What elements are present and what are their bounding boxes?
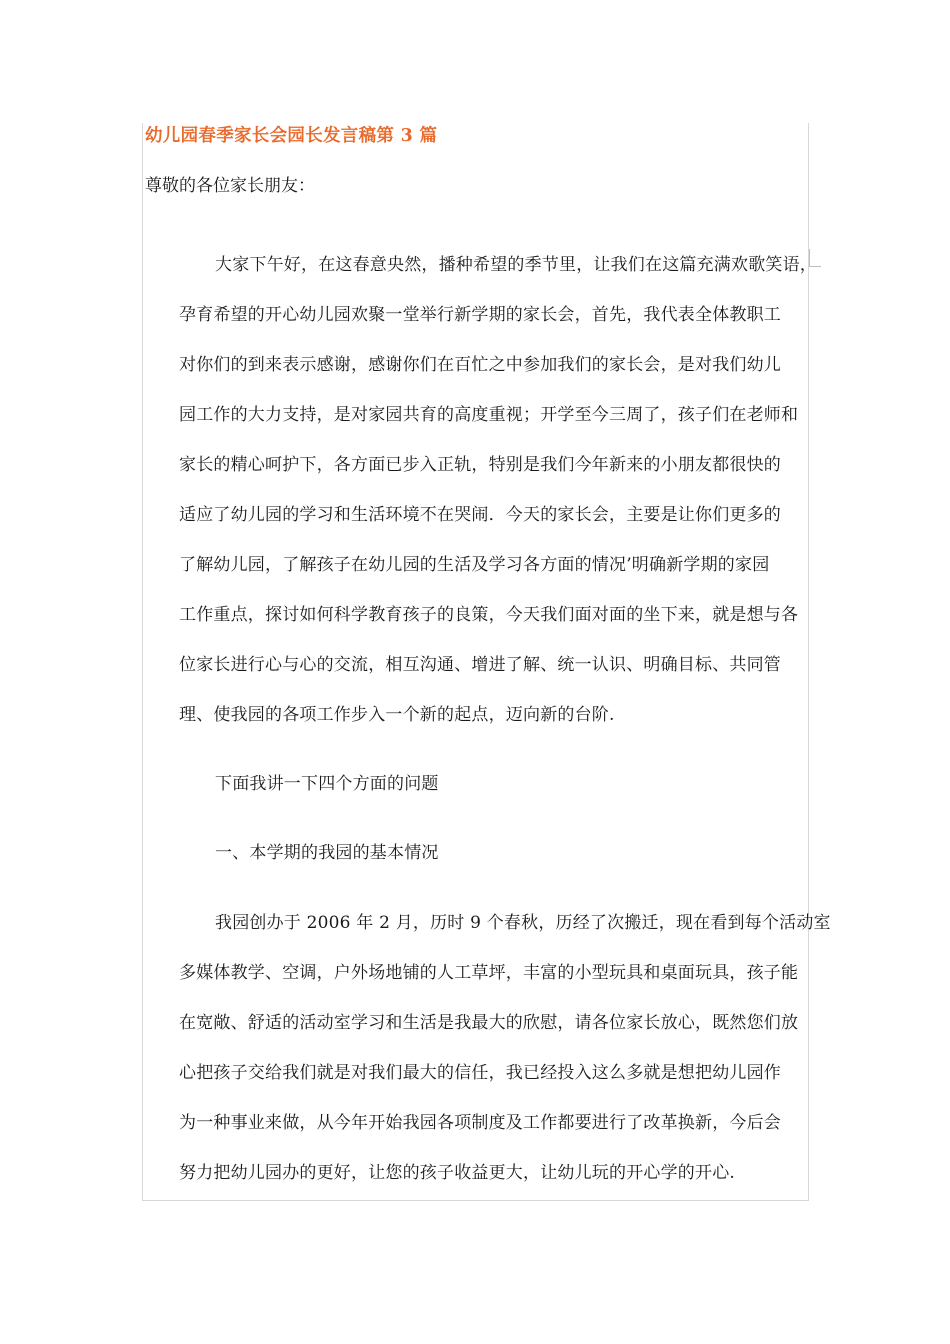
text-line: 我园创办于 2006 年 2 月，历时 9 个春秋，历经了次搬迁，现在看到每个活动室	[215, 913, 831, 933]
salutation: 尊敬的各位家长朋友：	[145, 176, 315, 196]
text-line: 了解幼儿园，了解孩子在幼儿园的生活及学习各方面的情况’明确新学期的家园	[179, 555, 770, 575]
paragraph-welcome	[145, 240, 817, 740]
text-line: 心把孩子交给我们就是对我们最大的信任，我已经投入这么多就是想把幼儿园作	[179, 1063, 781, 1083]
paragraph-intro	[145, 759, 813, 809]
text-line: 下面我讲一下四个方面的问题	[215, 774, 439, 794]
section-heading	[145, 828, 813, 878]
text-line: 努力把幼儿园办的更好，让您的孩子收益更大，让幼儿玩的开心学的开心.	[179, 1163, 736, 1183]
text-line: 位家长进行心与心的交流，相互沟通、增进了解、统一认识、明确目标、共同管	[179, 655, 781, 675]
text-line: 大家下午好，在这春意央然，播种希望的季节里，让我们在这篇充满欢歌笑语，	[215, 255, 817, 275]
text-line: 园工作的大力支持，是对家园共育的高度重视；开学至今三周了，孩子们在老师和	[179, 405, 799, 425]
text-line: 适应了幼儿园的学习和生活环境不在哭闹．今天的家长会，主要是让你们更多的	[179, 505, 781, 525]
text-line: 对你们的到来表示感谢，感谢你们在百忙之中参加我们的家长会，是对我们幼儿	[179, 355, 781, 375]
text-line: 多媒体教学、空调，户外场地铺的人工草坪，丰富的小型玩具和桌面玩具，孩子能	[179, 963, 799, 983]
document-title: 幼儿园春季家长会园长发言稿第 3 篇	[145, 126, 438, 146]
text-line: 为一种事业来做，从今年开始我园各项制度及工作都要进行了改革换新，今后会	[179, 1113, 781, 1133]
text-line: 家长的精心呵护下，各方面已步入正轨，特别是我们今年新来的小朋友都很快的	[179, 455, 781, 475]
text-line: 孕育希望的开心幼儿园欢聚一堂举行新学期的家长会，首先，我代表全体教职工	[179, 305, 781, 325]
paragraph-basic-info	[145, 898, 831, 1198]
text-line: 工作重点，探讨如何科学教育孩子的良策，今天我们面对面的坐下来，就是想与各	[179, 605, 799, 625]
document-body	[145, 118, 831, 1198]
text-line: 理、使我园的各项工作步入一个新的起点，迈向新的台阶.	[179, 705, 615, 725]
text-line: 一、本学期的我园的基本情况	[215, 843, 439, 863]
text-line: 在宽敞、舒适的活动室学习和生活是我最大的欣慰，请各位家长放心，既然您们放	[179, 1013, 799, 1033]
